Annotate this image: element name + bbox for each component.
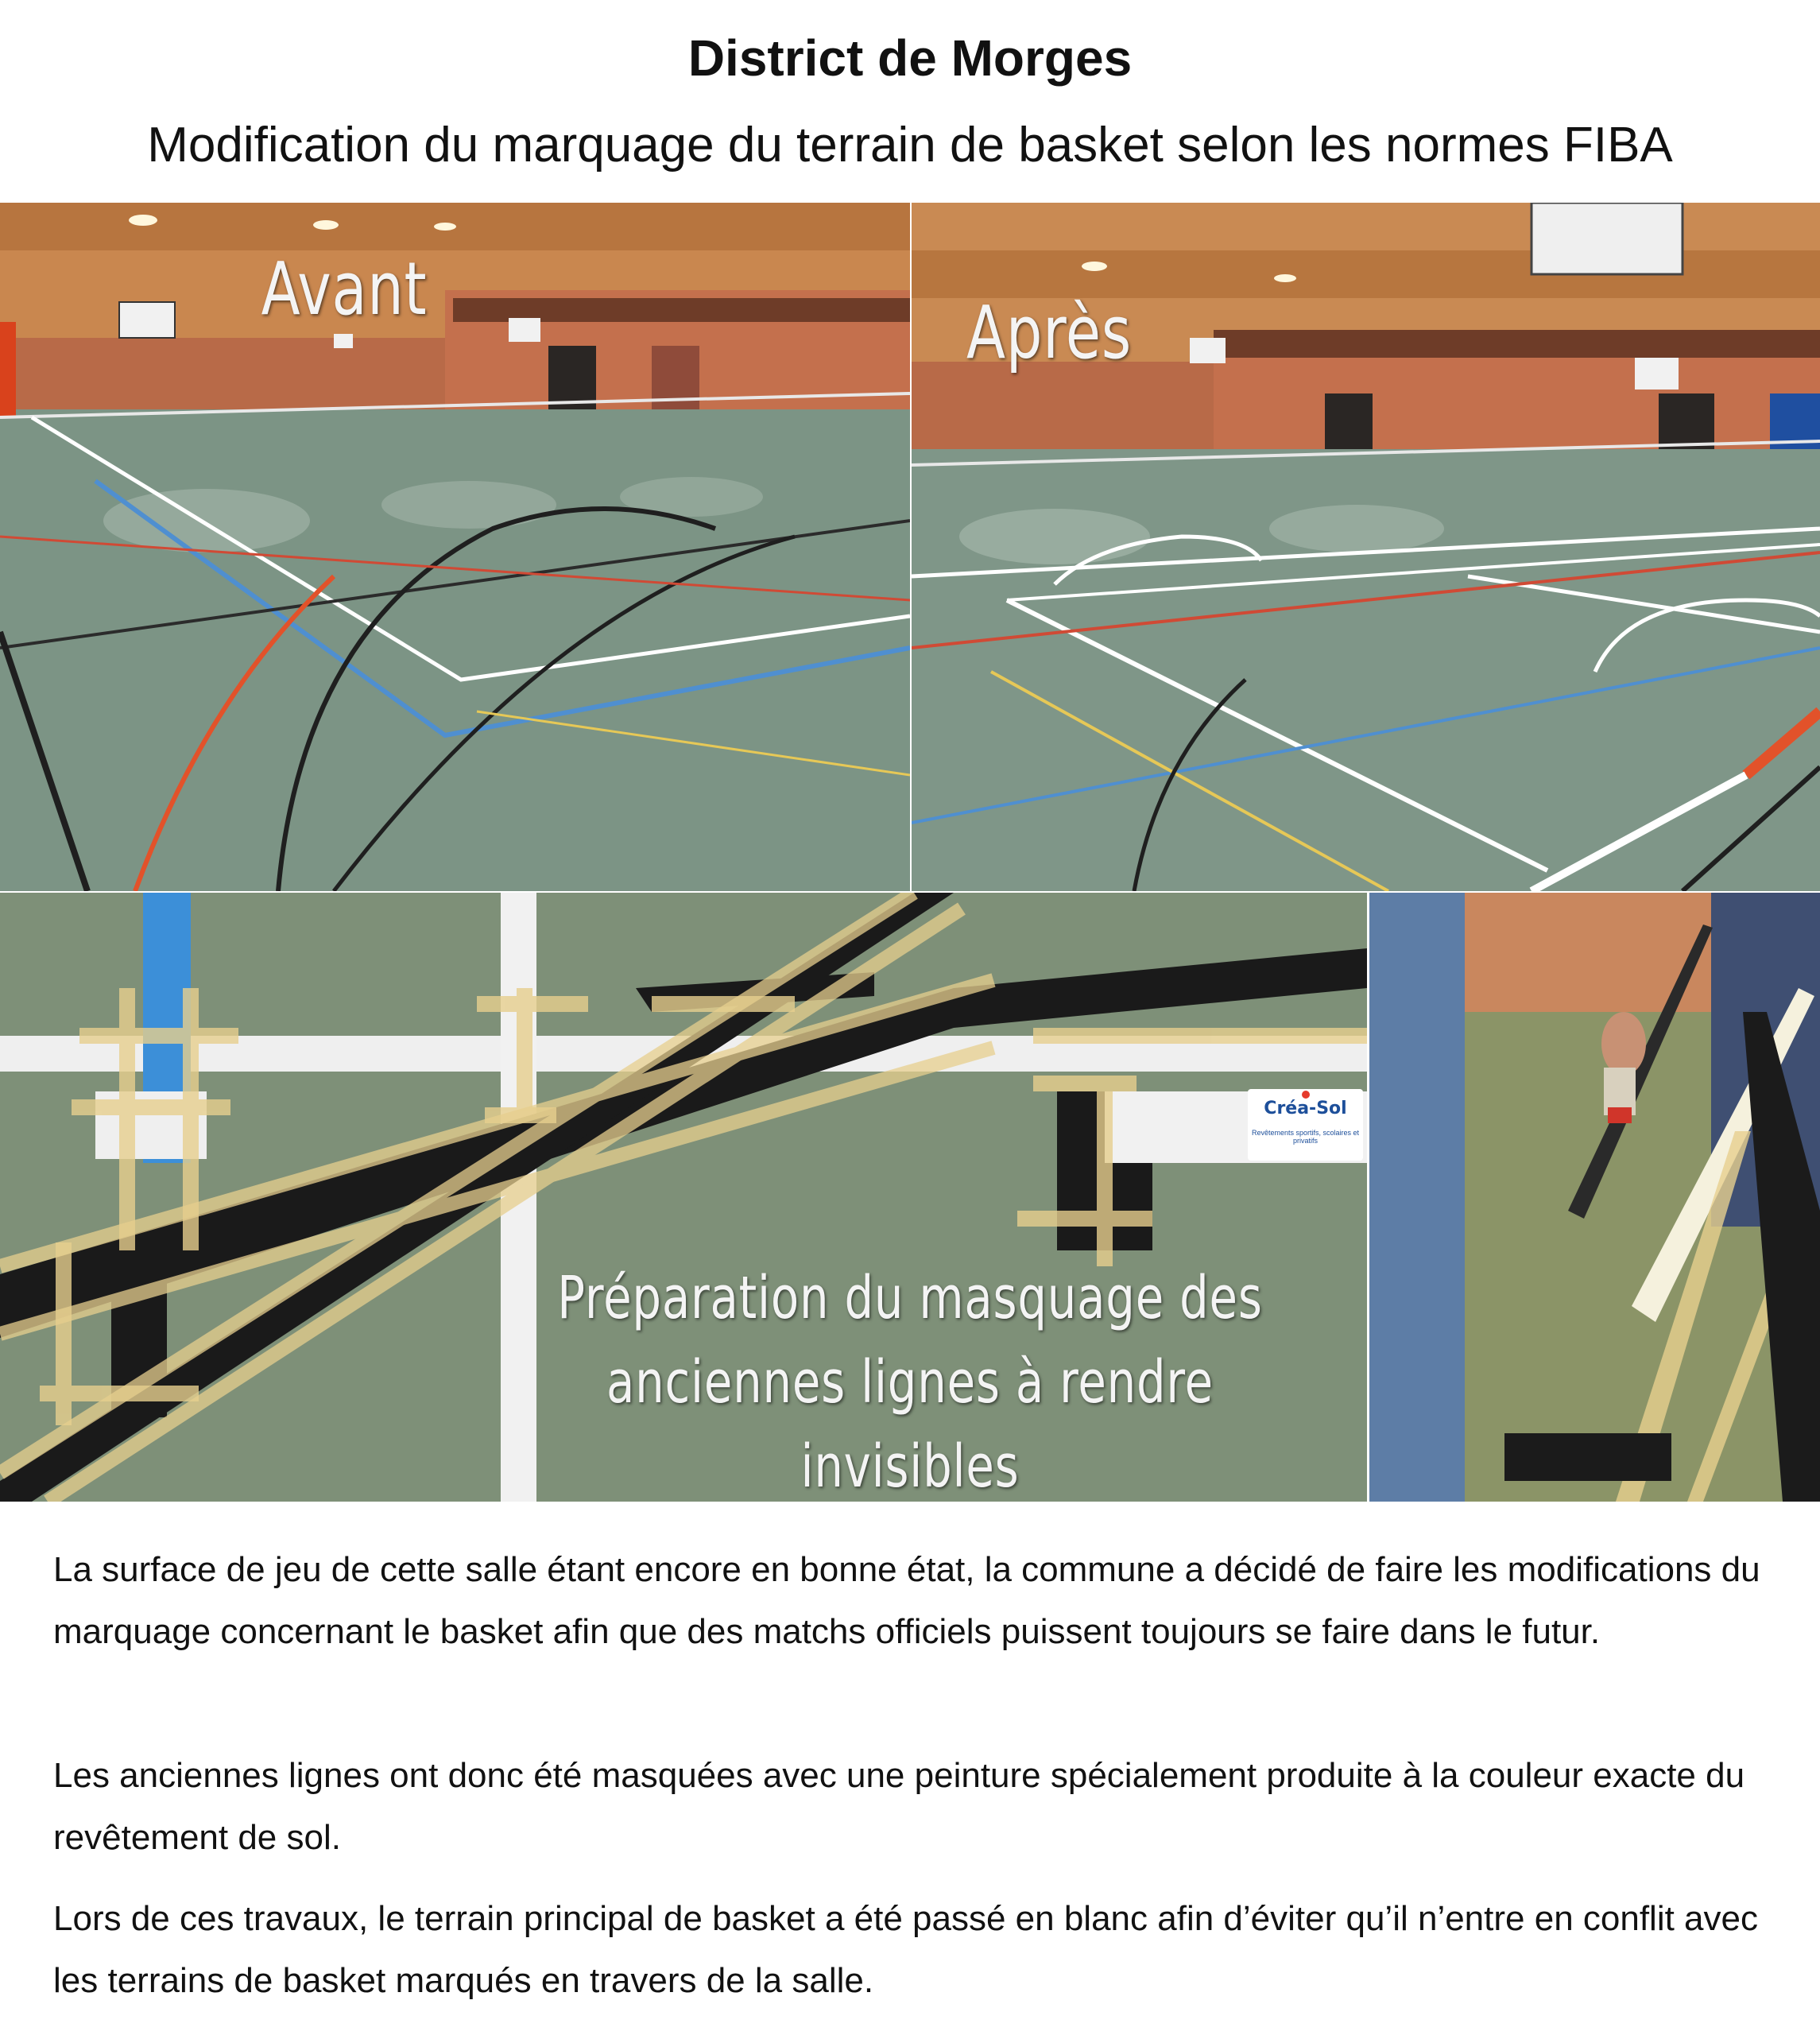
- masking-caption-line-1: Préparation du masquage des: [557, 1264, 1263, 1332]
- paragraph-3: Lors de ces travaux, le terrain principal de basket a été passé en blanc afin d’éviter qu’il n’entre en conflit avec les terrains de basket marqués en travers de la salle.: [53, 1899, 1758, 2000]
- crea-sol-logo: [1248, 1089, 1363, 1161]
- masking-caption-line-2: anciennes lignes à rendre invisibles: [606, 1348, 1214, 1501]
- after-label: Après: [966, 290, 1132, 375]
- photo-painting: [1369, 893, 1820, 1502]
- photo-before: [0, 203, 910, 891]
- paragraph-1: La surface de jeu de cette salle étant encore en bonne état, la commune a décidé de faire les modifications du marquage concernant le basket afin que des matchs officiels puissent toujours se faire dans le futur.: [53, 1550, 1760, 1651]
- logo-name: Créa-Sol: [1264, 1099, 1347, 1118]
- page-title: Modification du marquage du terrain de basket selon les normes FIBA: [147, 118, 1673, 172]
- logo-dot-icon: [1302, 1091, 1310, 1099]
- district-title: District de Morges: [687, 29, 1133, 87]
- paragraph-2: Les anciennes lignes ont donc été masquées avec une peinture spécialement produite à la couleur exacte du revêtement de sol.: [53, 1756, 1745, 1857]
- before-label: Avant: [261, 246, 428, 331]
- logo-tagline: Revêtements sportifs, scolaires et privatifs: [1251, 1129, 1360, 1145]
- masking-caption: [548, 1256, 1273, 1509]
